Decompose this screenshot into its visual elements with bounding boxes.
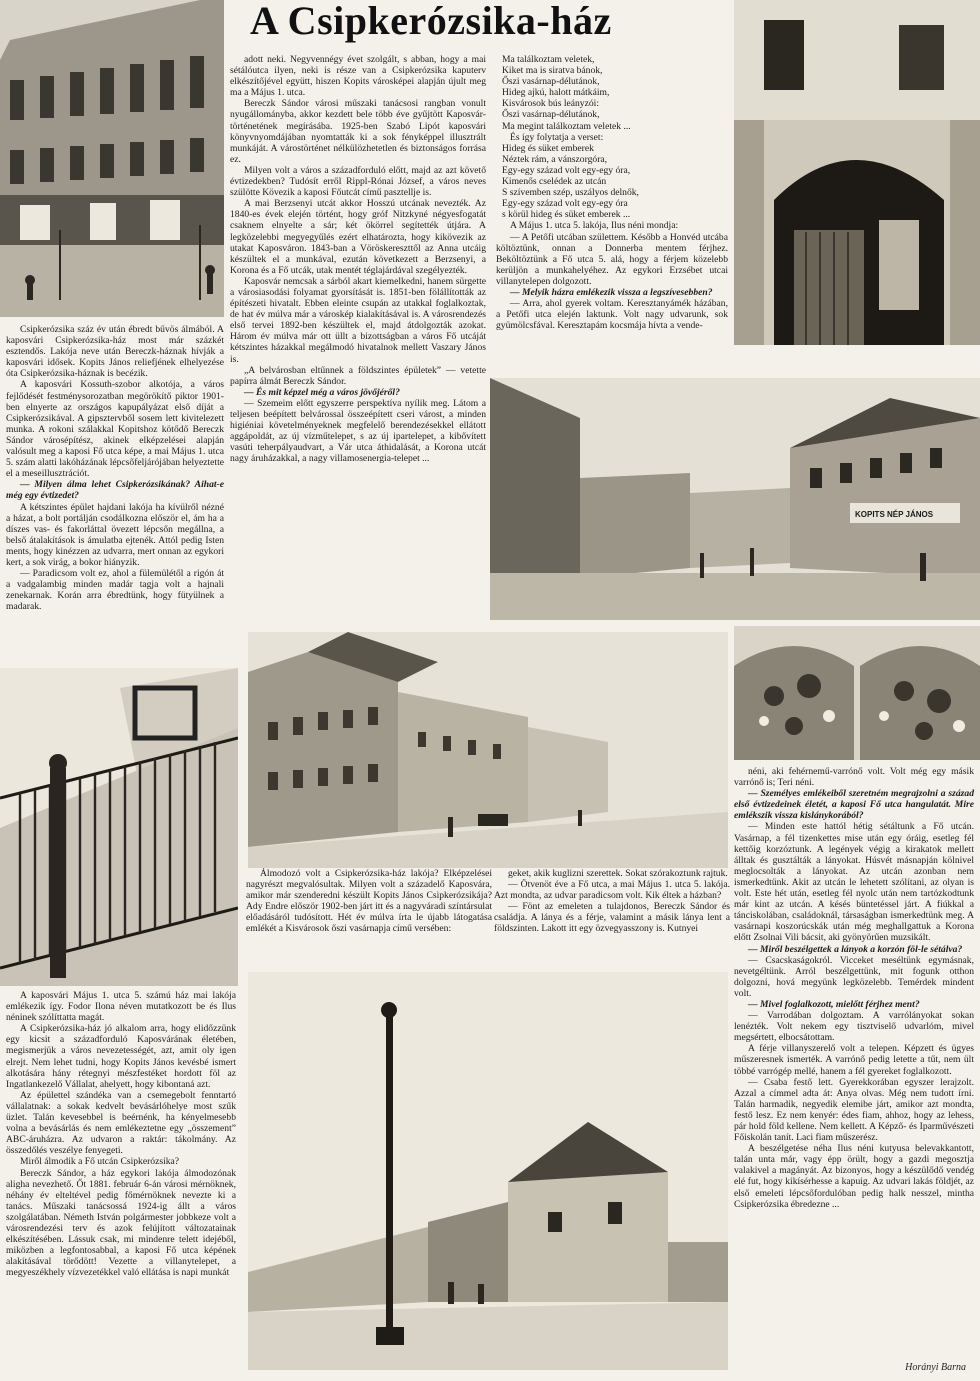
photo-village-street — [248, 972, 728, 1370]
center-caption-2-question: — Ötvenöt éve a Fő utca, a mai Május 1. utca 5. lakója. Azt mondta, az udvar paradicsom volt. Kik éltek a házban? — [494, 879, 730, 902]
column-center-caption-2 — [494, 868, 730, 968]
right-question-1: — Személyes emlékeiből szeretném megrajzolni a század első évtizedeinek életét, a kaposi Fő utca hangulatát. Mire emlékszik vissza kislánykorából? — [734, 788, 974, 822]
history-paragraph-6: „A belvárosban eltűnnek a földszintes épületek” — vetette papírra álmát Bereczk Sándor. — [230, 364, 486, 387]
poem-intro-line: És így folytatja a verset: — [510, 131, 604, 143]
center-caption-2-paragraph-2: — Fönt az emeleten a tulajdonos, Bereczk Sándor és családja. A lánya és a férje, valamint a másik lánya lent a földszinten. Lakott itt egy özvegyasszony is. Kutnyei — [494, 901, 730, 935]
right-paragraph-4: — Varrodában dolgoztam. A varrólányokat sokan lenézték. Volt nekem egy tisztviselő udvarlóm, mivel megsértett, elbocsátottam. — [734, 1010, 974, 1044]
center-caption-2-paragraph-1: geket, akik kuglizni szerettek. Sokat szórakoztunk rajtuk. — [508, 868, 728, 879]
street-painting-illustration — [248, 632, 728, 868]
right-question-3: — Mivel foglalkozott, mielőtt férjhez ment? — [748, 998, 920, 1010]
right-paragraph-5: A férje villanyszerelő volt a telepen. Képzett és ügyes műszeresnek ismerték. A varrónő pedig letette a tűt, nem ült többé varrógép mellé, hanem a fél gyereket foglalkozott. — [734, 1043, 974, 1077]
column-right — [734, 766, 974, 1358]
shop-sign-text: KOPITS NÉP JÁNOS — [855, 510, 934, 519]
author-signature: Horányi Barna — [905, 1362, 966, 1373]
history-paragraph-7: — Szemeim előtt egyszerre perspektíva nyílik meg. Látom a teljesen beépített belvárossal összeépített cseri várost, a minden higiéniai követelményeknek megfelelő berendezésekkel ellátott aggápoldát, az új vízműtelepet, s az új ipartelepet, a kibővített vasúti teherpályaudvart, a Vár utca áthidalását, a Korona utcát nagy áruházakkal, a nagy villamosenergia-telepet ... — [230, 397, 486, 465]
photo-building-facade — [0, 0, 224, 317]
interview-question: — Melyik házra emlékezik vissza a legszívesebben? — [510, 286, 713, 298]
intro-paragraph-1: Csipkerózsika száz év után ébredt bűvös álmából. A kaposvári Csipkerózsika-ház most már százkét esztendős. Lakója neve után Bereczk-háznak hívják a kaposvári idősek. Kopits János reliefjének elhelyezése óta Csipkerózsika-háznak is becézik. — [6, 324, 224, 380]
history-paragraph-3: Milyen volt a város a századforduló előtt, majd az azt követő évtizedekben? Tudósít erről Rippl-Rónai József, a város neves szülötte Kövezik a kaposi Főutcát című pasztellje is. — [230, 164, 486, 199]
column-stair-caption — [6, 990, 236, 1378]
history-paragraph-2: Bereczk Sándor városi műszaki tanácsosi rangban vonult nyugállományba, akkor kezdett bele több éve gyűjtött Kaposvár-történetének megírásába. 1925-ben Szabó Lipót kaposvári könyvnyomdájában nyomtatták ki a sok fényképpel illusztrált munkáját. A várostörténet nélkülözhetetlen és biztonságos forrása ez. — [230, 98, 486, 165]
right-paragraph-7: A beszélgetése néha Ilus néni kutyusa belevakkantott, talán unta már, vagy épp örült, hogy a gazdi megosztja valakivel a magányát. Az bizonyos, hogy a készülődő vendég elé fut, hogy kikísérhesse a kapuig. Az udvari lakás földjét, az első emeleti lépcsőfordulóban pedig halk nesszel, mintha Csipkerózsika ébredezne ... — [734, 1143, 974, 1210]
right-question-2: — Miről beszélgettek a lányok a korzón föl-le sétálva? — [748, 943, 963, 955]
intro-paragraph-4: — Paradicsom volt ez, ahol a fülemülétől a rigón át a vadgalambig minden madár tagja volt a hajnali zenekarnak. Korán arra ébredtünk, hogy fütyülnek a madarak. — [6, 568, 224, 613]
photo-relief — [734, 626, 980, 760]
photo-staircase-railing — [0, 668, 238, 986]
right-paragraph-2: — Minden este hattól hétig sétáltunk a Fő utcán. Vasárnap, a fél tizenkettes mise után egy óráig, esetleg fél kettőig korzóztunk. A legények végig a kirakatok mellett álltak és gusztálták a lányokat. Húsvét másnapján kölnivel meglocsolták a lányokat. Az utcán azonban nem ismerkedtünk. Akit az utcán le lehetett szólítani, az olyan is volt. Este hét után, esetleg fél nyolc után nem tartózkodtunk már kint az utcán. A késés büntetéssel járt. A fiúkkal a tánciskolában, családoknál, társaságban ismerkedtünk meg. A vasárnapi koszorúcskák után még meghallgattuk a Korona előtt Zsolnai Vili bácsit, aki gyönyörűen muzsikált. — [734, 821, 974, 944]
page-title: A Csipkerózsika-ház — [250, 0, 612, 43]
relief-illustration — [734, 626, 980, 760]
interview-paragraph-1: A Május 1. utca 5. lakója, Ilus néni mondja: — [510, 220, 679, 232]
right-paragraph-6: — Csaba festő lett. Gyerekkorában egyszer lerajzolt. Azzal a címmel adta át: Anya olvas. Még nem tudott írni. Talán harmadik, negyedik elemibe járt, amikor azt mondta, festő lesz. Ez nem kenyér: édes fiam, ahhoz, hogy az lehess, pár hold föld kellene. Nem kellett. A Képző- és Iparművészeti Főiskolán tanít. Laci fiam műszerész. — [734, 1076, 974, 1144]
stair-caption-1: A kaposvári Május 1. utca 5. számú ház mai lakója emlékezik így. Fodor Ilona néven mutatkozott be és Ilus néninek szólíttatta magát. — [6, 990, 236, 1024]
stair-caption-2: A Csipkerózsika-ház jó alkalom arra, hogy elidőzzünk egy kicsit a századforduló Kaposvárának életében, megismerjük a város nevezetességét, azt, amit oly igen elrejt. Nem lehet tudni, hogy Kopits János kevésbé ismert alkotására hány rétegnyi mészfestéket hordott föl az Ingatlankezelő Vállalat, ahelyett, hogy kibontaná azt. — [6, 1023, 236, 1090]
right-paragraph-1: néni, aki fehérnemű-varrónő volt. Volt még egy másik varrónő is; Teri néni. — [734, 766, 974, 789]
center-caption-paragraph: Álmodozó volt a Csipkerózsika-ház lakója? Elképzelései nagyrészt megvalósultak. Milyen volt a századelő Kaposvára, amikor már szenderedni készült Kopits János Csipkerózsikája? Ady Endre először 1902-ben járt itt és a nagyváradi színtársulat előadásáról tudósított. Hét év múlva írta le újabb látogatása emlékét a Kisvárosok őszi vasárnapja című versében: — [246, 868, 492, 935]
photo-gateway — [734, 0, 980, 345]
intro-paragraph-2: A kaposvári Kossuth-szobor alkotója, a város fejlődését festménysorozatban megörökítő piktor 1901-ben elnyerte az országos kapupályázat első díját a Csipkerózsikával. A gipsztervből sosem lett kivitelezett munka. A rokoni szálakkal Kopitshoz kötődő Bereczk Sándor városépítész, akinek elképzelései alapján valósult meg a kaposi Fő utca képe, a mai Május 1. utca 5. szám alatti lakóházának lépcsőfeljárójában helyeztette el a meseillusztrációt. — [6, 379, 224, 480]
intro-paragraph-3: A kétszintes épület hajdani lakója ha kívülről nézné a házat, a bolt portálján csodálkozna először el, ám ha a díszes vas- és fakorláttal övezett lépcsőn megállna, a belső átalakítások is ámulatba ejtenék. Attól pedig Isten ments, hogy kinézzen az udvarra, mert onnan az egykori kert, a sok virág, a bokor hiányzik. — [6, 501, 224, 568]
poem-stanza-1: Ma találkoztam veletek, Kiket ma is siratva bánok, Őszi vasárnap-délutánok, Hideg ajkú, halott mátkáim, Kisvárosok bús leányzói: Őszi vasárnap-délutánok, Ma megint találkoztam veletek ... — [502, 54, 631, 132]
gateway-illustration — [734, 0, 980, 345]
history-paragraph-5: Kaposvár nemcsak a sárból akart kiemelkedni, hanem sürgette a városiasodási folyamat gyorsítását is. 1851-ben fölállították az építészeti hivatalt. Ebben eleinte csupán az utakkal foglalkoztak, de hat év múlva már a városkép kialakításával is. A városrendezés első tervei 1892-ben készültek el, majd átdolgozták azokat. Három év múlva már ott üllt a bizottságban a város Fő utcáját kétszintes házakkal megálmodó hivatalnok mellett Vaszary János is. — [230, 275, 486, 365]
column-intro — [6, 324, 224, 658]
column-history — [230, 54, 486, 620]
history-question: — És mit képzel még a város jövőjéről? — [244, 386, 400, 398]
interview-paragraph-2: — A Petőfi utcában születtem. Később a Honvéd utcába költöztünk, onnan a Donnerba mentem férjhez. Beköltöztünk a Fő utca 5. alá, hogy a férjem közelebb kerüljön a munkahelyéhez. Az egykori Erzsébet utcai villanytelepen dolgozott. — [496, 231, 728, 287]
stair-caption-4: Bereczk Sándor, a ház egykori lakója álmodozónak aligha nevezhető. Őt 1881. február 6-án városi mérnöknek, néhány év elteltével pedig főmérnöknek nevezte ki a tanács. Műszaki tanácsossá 1924-ig állt a város szolgálatában. Németh István polgármester jobbkeze volt a városrendezési terv és azok felújított változatainak elkészítésében. Lássuk csak, mi mindenre telett idejéből, miközben a legfontosabbal, a kaposi Fő utca képének alakításával törődött! Vezette a villanytelepet, a megyeszékhely vízvezetékkel való ellátása is napi munkát — [6, 1167, 236, 1279]
staircase-illustration — [0, 668, 238, 986]
poem-stanza-2: Hideg és süket emberek Néztek rám, a vánszorgóra, Egy-egy század volt egy-egy óra, Kimenős cselédek az utcán S szívemben szép, uszályos delnők, Egy-egy század volt egy-egy óra s körül hideg és süket emberek ... — [502, 142, 639, 221]
stair-caption-3: Az épülettel szándéka van a csemegebolt fenntartó vállalatnak: a sokak kedvelt bevásárlóhelye most szűk üzlet. Talán kevesebbel is beérnénk, ha kényelmesebb volna a bevásárlás és nem emlékeztetne egy „összement” ABC-áruházra. Az udvaron a raktár: tákolmány. Az összedőlés veszélye fenyegeti. — [6, 1089, 236, 1157]
photo-old-street — [490, 378, 980, 620]
column-center-caption — [246, 868, 492, 968]
history-paragraph-4: A mai Berzsenyi utcát akkor Hosszú utcának nevezték. Az 1840-es évek elején történt, hogy gróf Nitzkyné négyesfogatát csaknem elnyelte a sár; két ökörrel segítették útjára. A legközelebbi megyegyűlés ezért elhatározta, hogy kikövezik az utakat Kaposváron. 1843-ban a Vöröskereszttől az Anna utcáig készültek el a munkával, ezután következett a Berzsenyi, a Korona és a Fő utcák, utak mentét téglajárdával szegélyezték. — [230, 198, 486, 276]
intro-question: — Milyen álma lehet Csipkerózsikának? Aihat-e még egy évtizedet? — [6, 479, 224, 502]
village-street-illustration — [248, 972, 728, 1370]
history-paragraph-1: adott neki. Negyvennégy évet szolgált, s abban, hogy a mai sétálóutca ilyen, neki is része van a Csipkerózsika kaputerv elkészítőjével együtt, hiszen Kopits városképei alapján újult meg ma a Május 1. utca. — [230, 54, 486, 99]
building-facade-illustration — [0, 0, 224, 317]
photo-street-painting — [248, 632, 728, 868]
old-street-illustration — [490, 378, 980, 620]
column-poem-interview — [496, 54, 728, 372]
stair-caption-question: Miről álmodik a Fő utcán Csipkerózsika? — [20, 1156, 180, 1168]
interview-paragraph-3: — Arra, ahol gyerek voltam. Keresztanyámék házában, a Petőfi utca elején laktunk. Volt nagy udvarunk, sok gyümölcsfával. Keresztapám kocsmája hívta a vende- — [496, 298, 728, 332]
right-paragraph-3: — Csacskaságokról. Vicceket meséltünk egymásnak, nevetgéltünk. Arról beszélgettünk, mit fogunk otthon dolgozni, hová megyünk legközelebb. Temérdek mindent volt. — [734, 954, 974, 999]
